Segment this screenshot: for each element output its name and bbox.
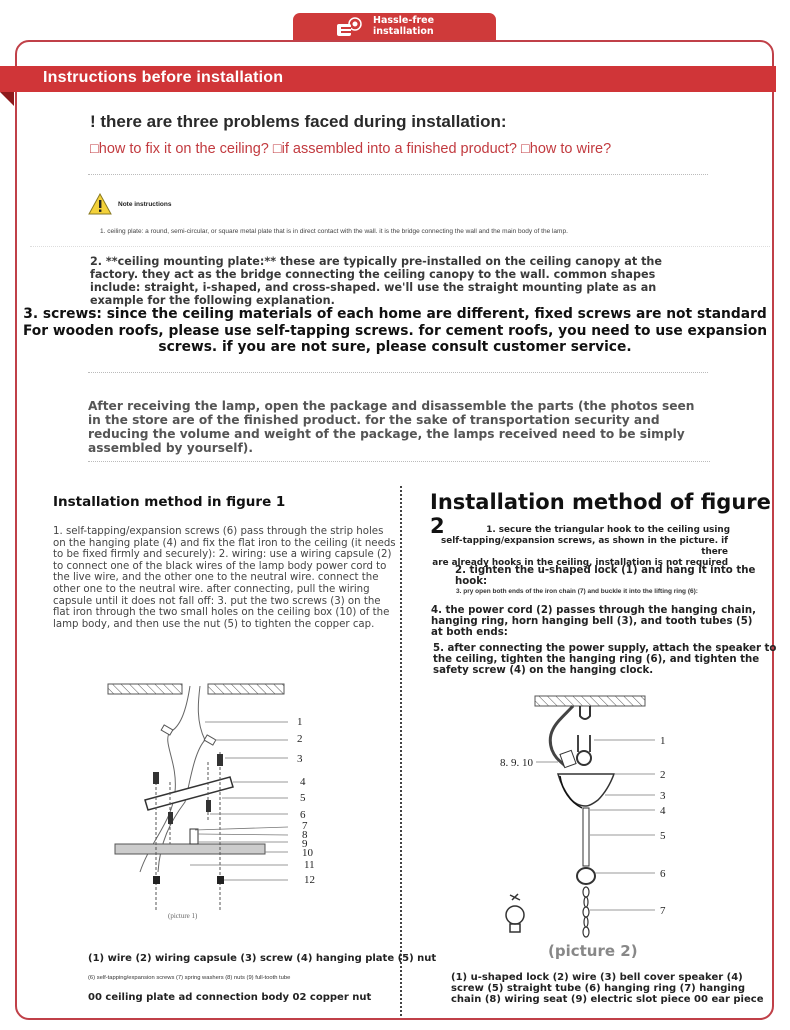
picture2-caption: (picture 2) <box>548 942 638 960</box>
ceiling-hook <box>580 706 590 719</box>
tab-line-1: Hassle-free <box>373 15 435 26</box>
label-2: 2 <box>297 733 303 745</box>
detail-ring <box>506 894 524 932</box>
note-item-3: 3. screws: since the ceiling materials of each home are different, fixed screws are not standard For wooden roofs, please use self-tapping screws. for cement roofs, you need to use expansion screws. if you are not sure, please consult customer service. <box>22 306 768 355</box>
label-6: 6 <box>300 809 306 821</box>
label-7: 7 <box>660 905 666 917</box>
label-1: 1 <box>297 716 303 728</box>
figure2-step-1 <box>418 525 730 569</box>
label-8: 8 <box>302 829 308 841</box>
label-5: 5 <box>660 830 666 842</box>
ceiling-right <box>208 684 284 694</box>
tab-line-2: installation <box>373 26 434 37</box>
label-10: 10 <box>302 847 313 859</box>
wiring-capsule-1 <box>161 725 173 735</box>
after-receiving-text: After receiving the lamp, open the package and disassemble the parts (the photos seen in the store are of the finished product. for the sake of transportation security and reducing the volume and weight of the package, the lamps received need to be simply assembled by yourself). <box>88 399 695 455</box>
figure2-legend: (1) u-shaped lock (2) wire (3) bell cover speaker (4) screw (5) straight tube (6) hanging ring (7) hanging chain (8) wiring seat (9) electric slot piece 00 ear piece <box>451 972 764 1005</box>
figure1-title: Installation method in figure 1 <box>53 494 286 510</box>
label-11: 11 <box>304 859 315 871</box>
label-4: 4 <box>660 805 666 817</box>
figure1-legend-line-3: 00 ceiling plate ad connection body 02 copper nut <box>88 992 372 1003</box>
warning-icon <box>88 193 112 215</box>
label-5: 5 <box>300 792 306 804</box>
label-1: 1 <box>660 735 666 747</box>
ceiling <box>535 696 645 706</box>
figure1-diagram <box>100 672 340 932</box>
label-2: 2 <box>660 769 666 781</box>
note-item-2: 2. **ceiling mounting plate:** these are typically pre-installed on the ceiling canopy at the factory. they act as the bridge connecting the ceiling canopy to the wall. common shapes include: straight, i-shaped, and cross-shaped. we'll use the straight mounting plate as an example for the following explanation. <box>90 255 662 307</box>
problems-title: ! there are three problems faced during installation: <box>90 112 507 131</box>
bell-cover <box>558 774 614 806</box>
hanging-ring <box>577 868 595 884</box>
screw <box>153 772 159 784</box>
step1-line-1: 1. secure the triangular hook to the ceiling using <box>486 525 730 535</box>
problems-list: □how to fix it on the ceiling? □if assembled into a finished product? □how to wire? <box>90 141 612 157</box>
hanging-chain <box>583 887 589 937</box>
nut <box>217 876 224 884</box>
step1-line-2: self-tapping/expansion screws, as shown in the picture. if there <box>441 536 728 557</box>
column-divider <box>400 486 402 1016</box>
figure2-step-4: 4. the power cord (2) passes through the hanging chain, hanging ring, horn hanging bell (3), and tooth tubes (5) at both ends: <box>431 605 757 639</box>
hand-pointer-icon <box>337 16 367 38</box>
label-9: 9 <box>302 838 308 850</box>
figure2-step-3: 3. pry open both ends of the iron chain (7) and buckle it into the lifting ring (6): <box>456 588 698 595</box>
label-3: 3 <box>297 753 303 765</box>
divider <box>88 372 708 373</box>
ceiling-box <box>115 844 265 854</box>
leader-lines <box>190 722 288 880</box>
banner-title: Instructions before installation <box>43 69 284 86</box>
divider <box>30 246 770 247</box>
leader-lines <box>536 740 655 910</box>
divider <box>88 174 708 175</box>
figure2-step-2: 2. tighten the u-shaped lock (1) and hang it into the hook: <box>455 565 756 587</box>
figure1-legend-line-2: (6) self-tapping/expansion screws (7) spring washers (8) nuts (9) full-tooth tube <box>88 975 291 981</box>
note-label: Note instructions <box>118 200 172 208</box>
note-header <box>88 193 171 215</box>
figure1-text: 1. self-tapping/expansion screws (6) pass through the strip holes on the hanging plate (4) and fix the flat iron to the ceiling (it needs to be fixed firmly and securely): 2. wiring: use a wiring capsule (2) to connect one of the black wires of the lamp body power cord to the live wire, and the other one to the neutral wire. connect the other one to the neutral wire. after connecting, pull the wiring capsule until it does not fall off: 3. put the two screws (3) on the flat iron through the two small holes on the ceiling box (10) of the lamp body, and then use the nut (5) to tighten the copper cap. <box>53 526 396 630</box>
figure2-title: Installation method of figure 2 <box>430 490 771 538</box>
banner-fold <box>0 92 14 106</box>
step1-line-3: are already hooks in the ceiling, installation is not required <box>432 558 728 568</box>
wiring-capsule-2 <box>204 735 216 745</box>
screw <box>217 754 223 766</box>
figure2-diagram <box>490 690 690 940</box>
divider <box>88 461 710 462</box>
straight-tube <box>583 808 589 866</box>
hassle-free-installation-tab <box>293 13 496 40</box>
note-item-1: 1. ceiling plate: a round, semi-circular, or square metal plate that is in direct contact with the wall. it is the bridge connecting the wall and the main body of the lamp. <box>100 228 568 235</box>
label-7: 7 <box>302 820 308 832</box>
ceiling-left <box>108 684 182 694</box>
section-banner <box>0 66 776 92</box>
label-4: 4 <box>300 776 306 788</box>
diagram1-caption: (picture 1) <box>168 912 198 920</box>
lock-ring <box>577 751 591 765</box>
nut <box>153 876 160 884</box>
screw <box>206 800 211 812</box>
label-8-9-10: 8. 9. 10 <box>500 757 533 769</box>
label-3: 3 <box>660 790 666 802</box>
tube <box>190 829 198 844</box>
figure2-step-5: 5. after connecting the power supply, attach the speaker to the ceiling, tighten the hanging ring (6), and tighten the safety screw (4) on the hanging clock. <box>433 643 777 677</box>
screw <box>168 812 173 824</box>
diagram-labels <box>297 716 315 886</box>
figure1-legend-line-1: (1) wire (2) wiring capsule (3) screw (4) hanging plate (5) nut <box>88 953 437 964</box>
u-lock <box>578 735 590 752</box>
label-12: 12 <box>304 874 315 886</box>
label-6: 6 <box>660 868 666 880</box>
